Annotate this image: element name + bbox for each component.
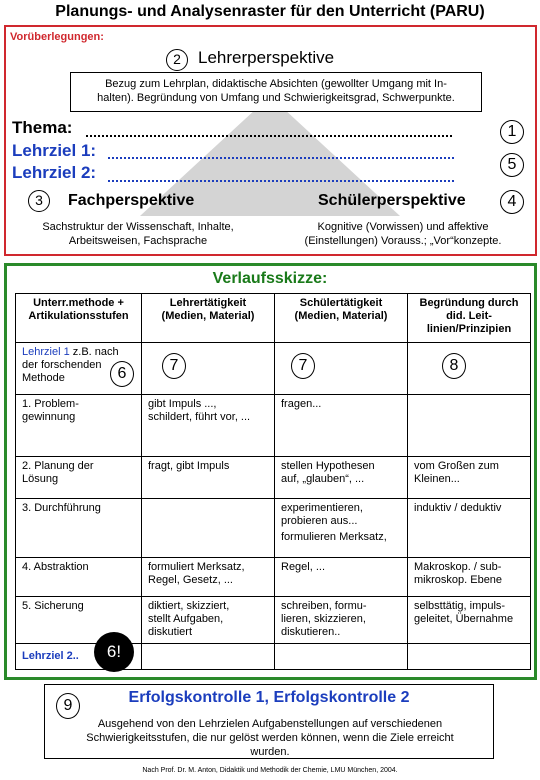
page-title: Planungs- und Analysenraster für den Unterricht (PARU) — [55, 3, 485, 20]
fachperspektive-text — [18, 220, 258, 248]
erfolgskontrolle-text — [60, 717, 480, 759]
table-row-lehrziel2 — [16, 644, 531, 670]
schuelerperspektive-text-2: (Einstellungen) Vorauss.; „Vor“konzepte. — [304, 235, 502, 247]
erfolgskontrolle-text-1: Ausgehend von den Lehrzielen Aufgabenstellungen auf verschiedenen — [97, 718, 443, 730]
table-row: 5. Sicherung diktiert, skizziert, stellt Aufgaben, diskutiert schreiben, formu- lieren, skizzieren, diskutieren.. selbsttätig, impuls- geleitet, Übernahme — [16, 597, 531, 644]
cell-lehrziel1-schueler — [275, 343, 408, 395]
thema-line — [86, 135, 452, 137]
erfolgskontrolle-heading: Erfolgskontrolle 1, Erfolgskontrolle 2 — [128, 689, 410, 706]
fachperspektive-text-1: Sachstruktur der Wissenschaft, Inhalte, — [42, 221, 234, 233]
number-badge-2: 2 — [166, 49, 188, 71]
number-badge-9: 9 — [56, 693, 80, 719]
lehrerperspektive-heading: Lehrerperspektive — [198, 48, 335, 67]
footer-credit: Nach Prof. Dr. M. Anton, Didaktik und Methodik der Chemie, LMU München, 2004. — [142, 767, 398, 774]
header-lehrertaetigkeit: Lehrertätigkeit (Medien, Material) — [142, 294, 275, 343]
number-badge-6-excl: 6! — [94, 632, 134, 672]
schuelerperspektive-heading: Schülerperspektive — [318, 192, 466, 209]
header-methode: Unterr.methode + Artikulationsstufen — [16, 294, 142, 343]
verlaufsskizze-title: Verlaufsskizze: — [212, 270, 328, 287]
schuelerperspektive-text — [278, 220, 528, 248]
verlaufsskizze-table — [15, 293, 531, 670]
lehrerperspektive-text-1: Bezug zum Lehrplan, didaktische Absichten (gewollter Umgang mit In- — [105, 78, 447, 90]
number-badge-1: 1 — [500, 120, 524, 144]
number-badge-6: 6 — [110, 361, 134, 387]
table-row: 2. Planung der Lösung fragt, gibt Impuls stellen Hypothesen auf, „glauben“, ... vom Großen zum Kleinen... — [16, 457, 531, 499]
number-badge-7a: 7 — [162, 353, 186, 379]
fachperspektive-heading: Fachperspektive — [68, 192, 195, 209]
lehrziel2-line — [108, 180, 454, 182]
number-badge-7b: 7 — [291, 353, 315, 379]
schuelerperspektive-text-1: Kognitive (Vorwissen) und affektive — [317, 221, 489, 233]
cell-lehrziel2: Lehrziel 2.. 6! — [16, 644, 142, 670]
fachperspektive-text-2: Arbeitsweisen, Fachsprache — [68, 235, 208, 247]
lehrziel1-label: Lehrziel 1: — [12, 141, 97, 160]
number-badge-4: 4 — [500, 190, 524, 214]
number-badge-3: 3 — [28, 190, 50, 212]
table-row: 3. Durchführung experimentieren, probieren aus... formulieren Merksatz, induktiv / deduktiv — [16, 499, 531, 558]
number-badge-5: 5 — [500, 153, 524, 177]
vorueberlegungen-label: Vorüberlegungen: — [10, 31, 104, 43]
erfolgskontrolle-text-3: wurden. — [250, 746, 290, 758]
table-row: 1. Problem- gewinnung gibt Impuls ..., schildert, führt vor, ... fragen... — [16, 395, 531, 457]
table-row: 4. Abstraktion formuliert Merksatz, Regel, Gesetz, ... Regel, ... Makroskop. / sub- mikroskop. Ebene — [16, 558, 531, 597]
number-badge-8: 8 — [442, 353, 466, 379]
lehrziel2-label: Lehrziel 2: — [12, 163, 97, 182]
erfolgskontrolle-text-2: Schwierigkeitsstufen, die nur gelöst werden können, wenn die Ziele erreicht — [86, 732, 454, 744]
cell-lehrziel1-begruendung — [408, 343, 531, 395]
header-schuelertaetigkeit: Schülertätigkeit (Medien, Material) — [275, 294, 408, 343]
header-begruendung: Begründung durch did. Leit- linien/Prinzipien — [408, 294, 531, 343]
cell-lehrziel1-lehrer — [142, 343, 275, 395]
lehrerperspektive-text-2: halten). Begründung von Umfang und Schwierigkeitsgrad, Schwerpunkte. — [97, 92, 455, 104]
lehrziel1-line — [108, 157, 454, 159]
thema-label: Thema: — [12, 118, 73, 137]
table-header-row — [16, 294, 531, 343]
cell-lehrziel1-methode: Lehrziel 1 z.B. nach der forschenden Methode 6 — [16, 343, 142, 395]
table-row-lehrziel1 — [16, 343, 531, 395]
lehrerperspektive-box — [70, 72, 482, 112]
